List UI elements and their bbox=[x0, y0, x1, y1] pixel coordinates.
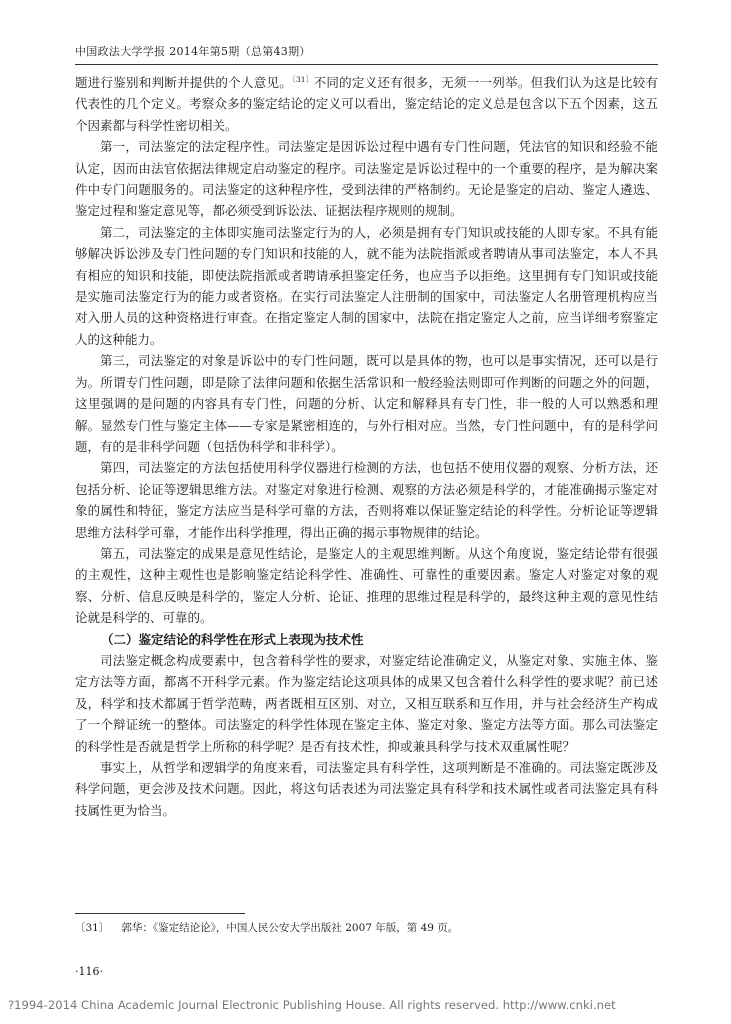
paragraph-third: 第三，司法鉴定的对象是诉讼中的专门性问题，既可以是具体的物，也可以是事实情况，还可以是行为。所谓专门性问题，即是除了法律问题和依据生活常识和一般经验法则即可作判断的问题之外的问题，这里强调的是问题的内容具有专门性，问题的分析、认定和解释具有专门性，非一般的人可以熟悉和理解。显然专门性与鉴定主体——专家是紧密相连的，与外行相对应。当然，专门性问题中，有的是科学问题，有的是非科学问题（包括伪科学和非科学）。 bbox=[75, 353, 658, 454]
paragraph-first: 第一，司法鉴定的法定程序性。司法鉴定是因诉讼过程中遇有专门性问题，凭法官的知识和经验不能认定，因而由法官依据法律规定启动鉴定的程序。司法鉴定是诉讼过程中的一个重要的程序，是为解决案件中专门问题服务的。司法鉴定的这种程序性，受到法律的严格制约。无论是鉴定的启动、鉴定人遴选、鉴定过程和鉴定意见等，都必须受到诉讼法、证据法程序规则的规制。 bbox=[75, 139, 658, 219]
paragraph-fifth: 第五，司法鉴定的成果是意见性结论，是鉴定人的主观思维判断。从这个角度说，鉴定结论带有很强的主观性，这种主观性也是影响鉴定结论科学性、准确性、可靠性的重要因素。鉴定人对鉴定对象的观察、分析、信息反映是科学的，鉴定人分析、论证、推理的思维过程是科学的，最终这种主观的意见性结论就是科学的、可靠的。 bbox=[75, 545, 658, 626]
paragraph-text: 题进行鉴别和判断并提供的个人意见。 bbox=[75, 75, 292, 90]
article-body bbox=[75, 72, 658, 821]
footnote-mark: 〔31〕 bbox=[75, 922, 110, 934]
paragraph-second: 第二，司法鉴定的主体即实施司法鉴定行为的人，必须是拥有专门知识或技能的人即专家。不具有能够解决诉讼涉及专门性问题的专门知识和技能的人，就不能为法院指派或者聘请从事司法鉴定，本人不具有相应的知识和技能，即使法院指派或者聘请承担鉴定任务，也应当予以拒绝。这里拥有专门知识或技能是实施司法鉴定行为的能力或者资格。在实行司法鉴定人注册制的国家中，司法鉴定人名册管理机构应当对入册人员的这种资格进行审查。在指定鉴定人制的国家中，法院在指定鉴定人之前，应当详细考察鉴定人的这种能力。 bbox=[75, 224, 658, 347]
footnote-rule bbox=[75, 913, 245, 914]
footnote bbox=[75, 920, 658, 936]
paragraph-section-intro: 司法鉴定概念构成要素中，包含着科学性的要求，对鉴定结论准确定义，从鉴定对象、实施主体、鉴定方法等方面，都离不开科学元素。作为鉴定结论这项具体的成果又包含着什么科学性的要求呢？前已述及，科学和技术都属于哲学范畴，两者既相互区别、对立，又相互联系和互作用，并与社会经济生产构成了一个辩证统一的整体。司法鉴定的科学性体现在鉴定主体、鉴定对象、鉴定方法等方面。那么司法鉴定的科学性是否就是哲学上所称的科学呢？是否有技术性，抑或兼具科学与技术双重属性呢？ bbox=[75, 652, 658, 754]
footnote-reference[interactable]: 〔31〕 bbox=[292, 74, 314, 84]
copyright-watermark: ?1994-2014 China Academic Journal Electronic Publishing House. All rights reserved. http://www.cnki.net bbox=[8, 998, 616, 1012]
footnote-text: 郭华：《鉴定结论论》，中国人民公安大学出版社 2007 年版，第 49 页。 bbox=[121, 922, 459, 934]
section-heading: （二）鉴定结论的科学性在形式上表现为技术性 bbox=[101, 631, 364, 647]
running-header: 中国政法大学学报 2014年第5期（总第43期） bbox=[75, 45, 311, 58]
paragraph-continuation bbox=[75, 72, 658, 136]
paragraph-conclusion: 事实上，从哲学和逻辑学的角度来看，司法鉴定具有科学性，这项判断是不准确的。司法鉴定既涉及科学问题，更会涉及技术问题。因此，将这句话表述为司法鉴定具有科学和技术属性或者司法鉴定具有科技属性更为恰当。 bbox=[75, 760, 658, 818]
page-number: ·116· bbox=[75, 965, 103, 978]
paragraph-fourth: 第四，司法鉴定的方法包括使用科学仪器进行检测的方法，也包括不使用仪器的观察、分析方法，还包括分析、论证等逻辑思维方法。对鉴定对象进行检测、观察的方法必须是科学的，才能准确揭示鉴定对象的属性和特征，鉴定方法应当是科学可靠的方法，否则将难以保证鉴定结论的科学性。分析论证等逻辑思维方法科学可靠，才能作出科学推理，得出正确的揭示事物规律的结论。 bbox=[75, 460, 658, 540]
header-rule bbox=[75, 64, 658, 65]
paragraph-text: 不同的定义还有很多，无须一一列举。但我们认为这是比较有代表性的几个定义。考察众多的鉴定结论的定义可以看出，鉴定结论的定义总是包含以下五个因素，这五个因素都与科学性密切相关。 bbox=[75, 75, 658, 133]
